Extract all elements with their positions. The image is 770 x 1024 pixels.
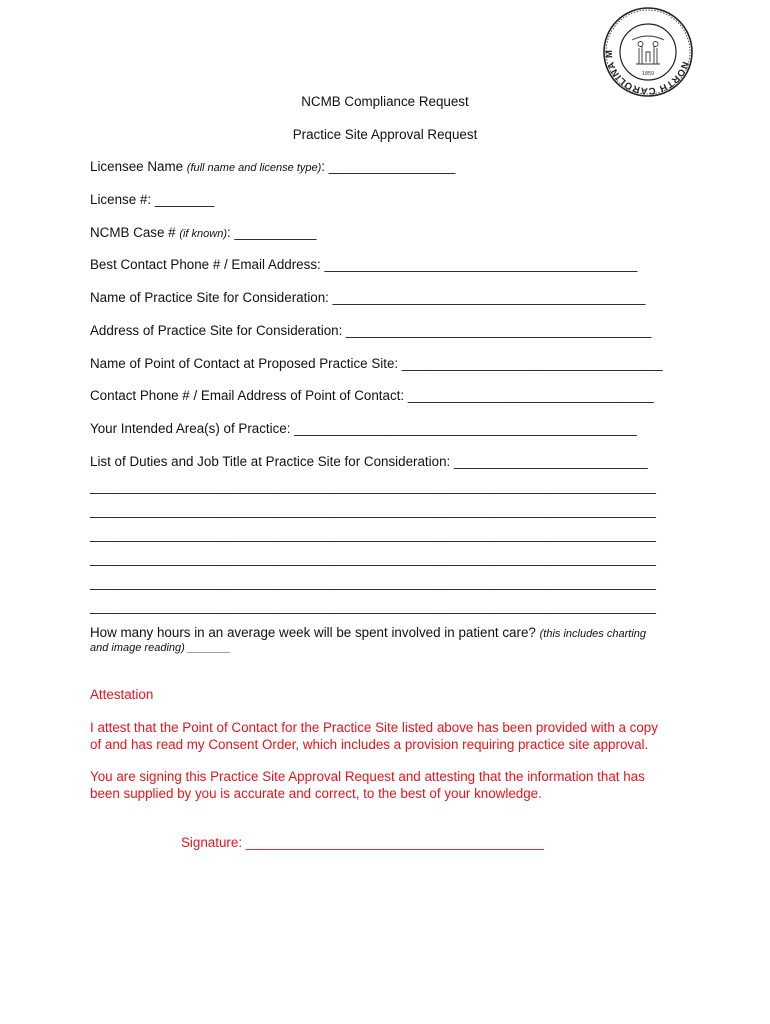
duty-line[interactable]: ____________________________________________________________________________	[90, 599, 656, 614]
case-number-field	[90, 225, 316, 240]
signature-field	[181, 835, 544, 850]
point-of-contact-info-label: Contact Phone # / Email Address of Point of Contact:	[90, 388, 405, 403]
document-subtitle: Practice Site Approval Request	[292, 127, 478, 142]
point-of-contact-name-blank[interactable]: ___________________________________	[401, 356, 663, 371]
site-address-label: Address of Practice Site for Consideration:	[90, 323, 343, 338]
licensee-name-blank[interactable]: _________________	[328, 159, 456, 174]
attestation-paragraph-1-line-1: I attest that the Point of Contact for the Practice Site listed above has been provided with a copy	[90, 720, 658, 735]
hours-question-note: (this includes charting	[539, 628, 646, 640]
license-number-blank[interactable]: ________	[154, 192, 215, 207]
licensee-name-colon: :	[321, 159, 326, 174]
duty-line[interactable]: ____________________________________________________________________________	[90, 479, 656, 494]
point-of-contact-info-blank[interactable]: _________________________________	[407, 388, 654, 403]
point-of-contact-info-field	[90, 388, 654, 403]
site-name-blank[interactable]: __________________________________________	[332, 290, 646, 305]
duty-line[interactable]: ____________________________________________________________________________	[90, 503, 656, 518]
duties-label: List of Duties and Job Title at Practice Site for Consideration:	[90, 454, 451, 469]
document-title: NCMB Compliance Request	[301, 94, 469, 109]
attestation-paragraph-2-line-2: been supplied by you is accurate and correct, to the best of your knowledge.	[90, 786, 542, 801]
best-contact-label: Best Contact Phone # / Email Address:	[90, 257, 321, 272]
hours-question	[90, 625, 646, 640]
intended-area-blank[interactable]: ______________________________________________	[294, 421, 637, 436]
site-address-field	[90, 323, 651, 338]
best-contact-field	[90, 257, 637, 272]
point-of-contact-name-label: Name of Point of Contact at Proposed Practice Site:	[90, 356, 399, 371]
case-number-colon: :	[227, 225, 231, 240]
case-number-blank[interactable]: ___________	[234, 225, 317, 240]
site-name-field	[90, 290, 645, 305]
case-number-label: NCMB Case #	[90, 225, 176, 240]
license-number-field	[90, 192, 214, 207]
licensee-name-label: Licensee Name	[90, 159, 184, 174]
licensee-name-field	[90, 159, 455, 174]
site-name-label: Name of Practice Site for Consideration:	[90, 290, 329, 305]
attestation-paragraph-2-line-1: You are signing this Practice Site Approval Request and attesting that the information that has	[90, 769, 645, 784]
intended-area-field	[90, 421, 637, 436]
attestation-paragraph-1-line-2: of and has read my Consent Order, which includes a provision requiring practice site approval.	[90, 737, 649, 752]
hours-answer-line[interactable]: and image reading) _______	[90, 642, 231, 654]
svg-text:1859: 1859	[641, 71, 655, 77]
intended-area-label: Your Intended Area(s) of Practice:	[90, 421, 291, 436]
duty-line[interactable]: ____________________________________________________________________________	[90, 527, 656, 542]
case-number-note: (if known)	[179, 228, 227, 240]
attestation-heading: Attestation	[90, 687, 154, 702]
hours-question-text: How many hours in an average week will be spent involved in patient care?	[90, 625, 536, 640]
license-number-label: License #:	[90, 192, 152, 207]
licensee-name-note: (full name and license type)	[186, 162, 322, 174]
best-contact-blank[interactable]: __________________________________________	[324, 257, 638, 272]
duty-line[interactable]: ____________________________________________________________________________	[90, 575, 656, 590]
duties-blank[interactable]: __________________________	[453, 454, 648, 469]
duty-line[interactable]: ____________________________________________________________________________	[90, 551, 656, 566]
signature-blank[interactable]: ________________________________________	[245, 835, 544, 850]
site-address-blank[interactable]: _________________________________________	[346, 323, 652, 338]
signature-label: Signature:	[181, 835, 243, 850]
duties-field	[90, 454, 648, 469]
point-of-contact-name-field	[90, 356, 663, 371]
north-carolina-medical-board-seal	[602, 6, 694, 98]
svg-text:NORTH CAROLINA MEDICAL BOARD: NORTH CAROLINA M	[603, 49, 691, 97]
